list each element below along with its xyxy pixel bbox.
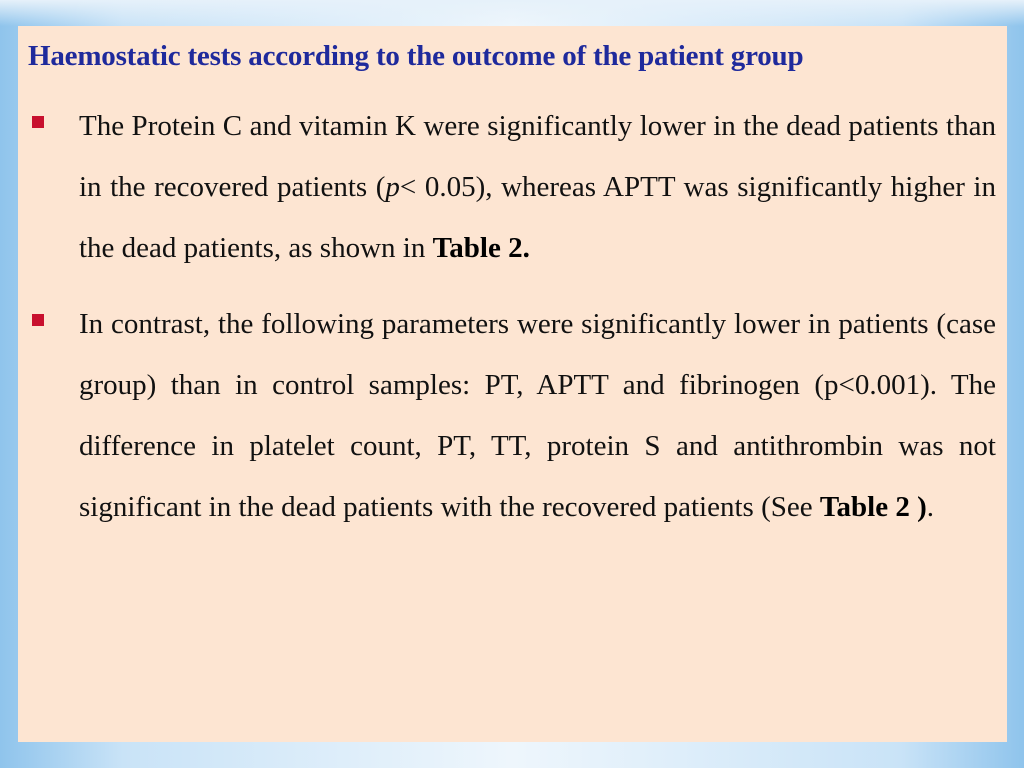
bullet-text-1 <box>79 96 996 279</box>
bullet-1-text-part-2: < 0.05), whereas APTT was significantly higher in the dead patients, as shown in <box>79 171 996 264</box>
bullet-2-text-end: . <box>926 491 935 523</box>
square-bullet-icon <box>32 116 44 128</box>
bullet-1-table-reference: Table 2. <box>432 232 530 264</box>
bullet-1-text-part-1: The Protein C and vitamin K were significantly lower in the dead patients than in the recovered patients ( <box>79 110 996 203</box>
bullet-2-text-part-1: In contrast, the following parameters were significantly lower in patients (case group) than in control samples: PT, APTT and fibrinogen (p<0.001). The difference in platelet count, PT, TT, protein S and antithrombin was not significant in the dead patients with the recovered patients (See <box>79 308 996 523</box>
bullet-text-2 <box>79 294 996 538</box>
slide-content-panel <box>18 26 1007 742</box>
slide-title: Haemostatic tests according to the outcome of the patient group <box>28 40 804 72</box>
bullet-2-table-reference: Table 2 ) <box>819 491 927 523</box>
square-bullet-icon <box>32 314 44 326</box>
bullet-1-italic-p: p <box>385 171 400 203</box>
background-top-fade <box>0 0 1024 26</box>
